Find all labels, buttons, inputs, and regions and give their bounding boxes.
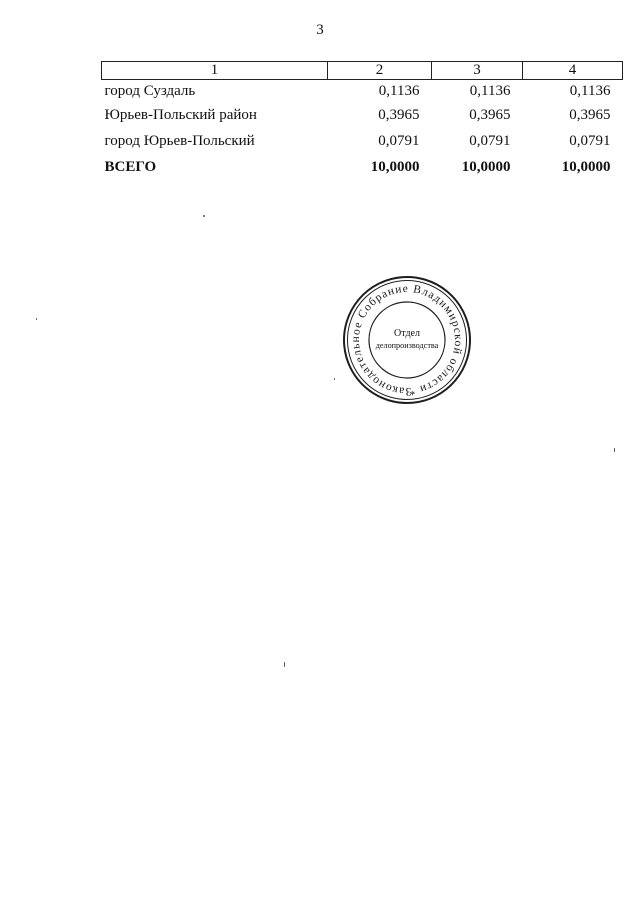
cell-value: 0,1136 — [469, 83, 511, 99]
table-total-row — [102, 154, 623, 180]
cell-value: 0,1136 — [569, 83, 611, 99]
cell-value: 0,0791 — [469, 133, 511, 149]
total-value: 10,0000 — [461, 159, 511, 175]
column-header: 3 — [432, 62, 523, 80]
cell-value: 0,3965 — [569, 107, 611, 123]
column-header: 4 — [523, 62, 623, 80]
stamp-line-2: делопроизводства — [375, 341, 439, 350]
total-value: 10,0000 — [561, 159, 611, 175]
page-number: 3 — [316, 22, 324, 38]
row-name: Юрьев-Польский район — [104, 107, 257, 123]
row-name: город Юрьев-Польский — [104, 133, 255, 149]
allocation-table — [101, 61, 623, 180]
stamp-ring-text: Законодательное Собрание Владимирской области * — [349, 282, 465, 398]
cell-value: 0,3965 — [469, 107, 511, 123]
column-header: 2 — [328, 62, 432, 80]
cell-value: 0,0791 — [569, 133, 611, 149]
cell-value: 0,0791 — [378, 133, 420, 149]
table-row — [102, 102, 623, 128]
table-row — [102, 128, 623, 154]
office-stamp — [341, 274, 473, 406]
column-header: 1 — [102, 62, 328, 80]
total-value: 10,0000 — [370, 159, 420, 175]
stamp-line-1: Отдел — [394, 328, 420, 339]
cell-value: 0,1136 — [378, 83, 420, 99]
row-name: город Суздаль — [104, 83, 196, 99]
total-label: ВСЕГО — [104, 159, 157, 175]
cell-value: 0,3965 — [378, 107, 420, 123]
table-header-row — [102, 62, 623, 80]
table-row — [102, 80, 623, 103]
